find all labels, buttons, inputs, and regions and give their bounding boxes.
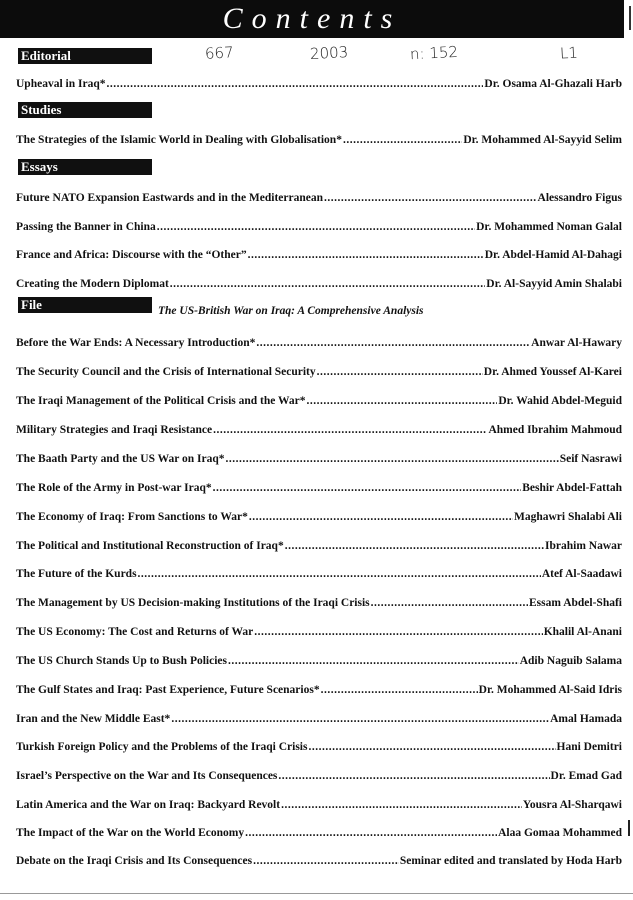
toc-entry[interactable] xyxy=(16,799,622,811)
entry-title: Iran and the New Middle East* xyxy=(16,713,171,725)
entry-author: Beshir Abdel-Fattah xyxy=(522,482,622,494)
dot-leader xyxy=(106,78,483,90)
dot-leader xyxy=(138,568,541,580)
entry-author: Amal Hamada xyxy=(550,713,622,725)
entry-title: The Political and Institutional Reconstruction of Iraq* xyxy=(16,540,284,552)
entry-author: Alessandro Figus xyxy=(537,192,622,204)
entry-author: Dr. Mohammed Al-Said Idris xyxy=(478,684,622,696)
entry-title: The Baath Party and the US War on Iraq* xyxy=(16,453,225,465)
entry-title: France and Africa: Discourse with the “Other” xyxy=(16,249,247,261)
entry-title: The Future of the Kurds xyxy=(16,568,137,580)
toc-entry[interactable] xyxy=(16,655,622,667)
entry-title: Passing the Banner in China xyxy=(16,221,156,233)
entry-author: Dr. Abdel-Hamid Al-Dahagi xyxy=(484,249,622,261)
toc-entry[interactable] xyxy=(16,424,622,436)
entry-author: Alaa Gomaa Mohammed xyxy=(498,827,622,839)
entry-title: Before the War Ends: A Necessary Introduction* xyxy=(16,337,256,349)
entry-title: Turkish Foreign Policy and the Problems of the Iraqi Crisis xyxy=(16,741,308,753)
page-edge-mark xyxy=(629,6,631,30)
entry-author: Essam Abdel-Shafi xyxy=(529,597,622,609)
entry-author: Adib Naguib Salama xyxy=(519,655,622,667)
dot-leader xyxy=(171,713,549,725)
entry-title: Upheaval in Iraq* xyxy=(16,78,106,90)
entry-author: Dr. Mohammed Noman Galal xyxy=(476,221,622,233)
entry-author: Ahmed Ibrahim Mahmoud xyxy=(488,424,622,436)
entry-author: Maghawri Shalabi Ali xyxy=(514,511,622,523)
scan-bottom-edge xyxy=(0,893,633,894)
entry-title: The Impact of the War on the World Economy xyxy=(16,827,245,839)
entry-title: Israel’s Perspective on the War and Its Consequences xyxy=(16,770,278,782)
dot-leader xyxy=(228,655,519,667)
handwritten-note: 667 xyxy=(204,43,235,63)
entry-author: Dr. Mohammed Al-Sayyid Selim xyxy=(463,134,622,146)
file-subtitle: The US-British War on Iraq: A Comprehensive Analysis xyxy=(158,305,424,317)
dot-leader xyxy=(157,221,475,233)
toc-entry[interactable] xyxy=(16,453,622,465)
toc-entry[interactable] xyxy=(16,134,622,146)
dot-leader xyxy=(285,540,544,552)
entry-author: Dr. Emad Gad xyxy=(550,770,622,782)
entry-author: Khalil Al-Anani xyxy=(543,626,622,638)
toc-entry[interactable] xyxy=(16,855,622,867)
toc-entry[interactable] xyxy=(16,249,622,261)
contents-banner xyxy=(0,0,624,38)
dot-leader xyxy=(308,741,555,753)
dot-leader xyxy=(213,482,522,494)
toc-entry[interactable] xyxy=(16,540,622,552)
entry-title: The US Church Stands Up to Bush Policies xyxy=(16,655,227,667)
entry-author: Seminar edited and translated by Hoda Harb xyxy=(399,855,622,867)
entry-author: Yousra Al-Sharqawi xyxy=(522,799,622,811)
toc-entry[interactable] xyxy=(16,568,622,580)
entry-author: Dr. Wahid Abdel-Meguid xyxy=(498,395,622,407)
entry-author: Hani Demitri xyxy=(556,741,622,753)
section-studies: Studies xyxy=(18,102,152,118)
dot-leader xyxy=(253,855,399,867)
dot-leader xyxy=(307,395,498,407)
toc-entry[interactable] xyxy=(16,337,622,349)
entry-title: The Security Council and the Crisis of International Security xyxy=(16,366,316,378)
dot-leader xyxy=(213,424,487,436)
entry-title: The US Economy: The Cost and Returns of War xyxy=(16,626,254,638)
entry-title: Debate on the Iraqi Crisis and Its Consequences xyxy=(16,855,253,867)
entry-author: Dr. Al-Sayyid Amin Shalabi xyxy=(486,278,622,290)
toc-entry[interactable] xyxy=(16,482,622,494)
entry-title: The Strategies of the Islamic World in Dealing with Globalisation* xyxy=(16,134,342,146)
entry-author: Dr. Osama Al-Ghazali Harb xyxy=(484,78,622,90)
scan-edge-mark xyxy=(628,820,630,836)
toc-entry[interactable] xyxy=(16,770,622,782)
dot-leader xyxy=(371,597,528,609)
toc-entry[interactable] xyxy=(16,366,622,378)
toc-entry[interactable] xyxy=(16,827,622,839)
entry-title: The Management by US Decision-making Institutions of the Iraqi Crisis xyxy=(16,597,370,609)
toc-entry[interactable] xyxy=(16,741,622,753)
dot-leader xyxy=(248,249,484,261)
toc-entry[interactable] xyxy=(16,684,622,696)
handwritten-note: 2003 xyxy=(309,43,349,63)
toc-entry[interactable] xyxy=(16,78,622,90)
toc-entry[interactable] xyxy=(16,192,622,204)
toc-entry[interactable] xyxy=(16,278,622,290)
entry-title: Military Strategies and Iraqi Resistance xyxy=(16,424,213,436)
entry-title: The Gulf States and Iraq: Past Experience, Future Scenarios* xyxy=(16,684,320,696)
toc-entry[interactable] xyxy=(16,713,622,725)
dot-leader xyxy=(343,134,462,146)
dot-leader xyxy=(170,278,485,290)
dot-leader xyxy=(324,192,537,204)
entry-title: Future NATO Expansion Eastwards and in the Mediterranean xyxy=(16,192,324,204)
dot-leader xyxy=(256,337,530,349)
handwritten-note: n: 152 xyxy=(409,42,459,64)
entry-title: The Role of the Army in Post-war Iraq* xyxy=(16,482,212,494)
entry-title: Creating the Modern Diplomat xyxy=(16,278,169,290)
toc-entry[interactable] xyxy=(16,597,622,609)
dot-leader xyxy=(317,366,483,378)
dot-leader xyxy=(226,453,559,465)
dot-leader xyxy=(245,827,497,839)
entry-title: The Economy of Iraq: From Sanctions to War* xyxy=(16,511,248,523)
entry-author: Anwar Al-Hawary xyxy=(531,337,622,349)
page-title: Contents xyxy=(222,2,402,35)
entry-author: Seif Nasrawi xyxy=(559,453,622,465)
entry-author: Dr. Ahmed Youssef Al-Karei xyxy=(483,366,622,378)
handwritten-note: L1 xyxy=(559,43,579,63)
dot-leader xyxy=(281,799,522,811)
entry-title: Latin America and the War on Iraq: Backyard Revolt xyxy=(16,799,281,811)
section-essays: Essays xyxy=(18,159,152,175)
dot-leader xyxy=(321,684,478,696)
section-file: File xyxy=(18,297,152,313)
dot-leader xyxy=(278,770,549,782)
toc-entry[interactable] xyxy=(16,626,622,638)
toc-entry[interactable] xyxy=(16,395,622,407)
entry-author: Atef Al-Saadawi xyxy=(541,568,622,580)
toc-entry[interactable] xyxy=(16,221,622,233)
section-editorial: Editorial xyxy=(18,48,152,64)
entry-author: Ibrahim Nawar xyxy=(545,540,622,552)
dot-leader xyxy=(249,511,513,523)
entry-title: The Iraqi Management of the Political Crisis and the War* xyxy=(16,395,306,407)
toc-entry[interactable] xyxy=(16,511,622,523)
dot-leader xyxy=(254,626,542,638)
